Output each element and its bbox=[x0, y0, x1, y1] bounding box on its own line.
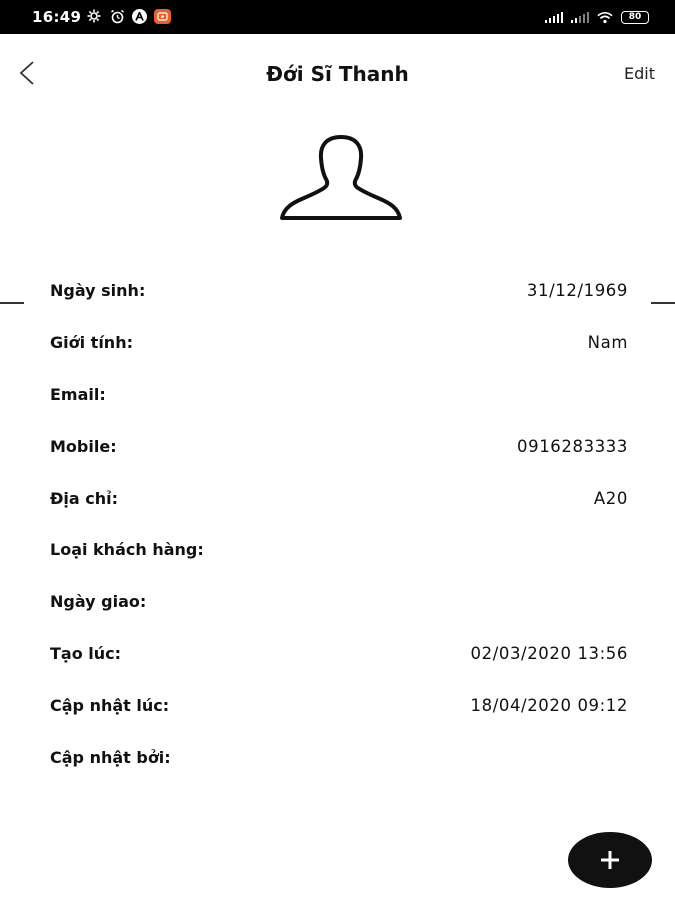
top-app-bar bbox=[0, 34, 675, 114]
field-customer-type-row bbox=[50, 524, 628, 576]
field-label: Ngày giao: bbox=[50, 592, 147, 612]
field-birthdate-row bbox=[50, 265, 628, 317]
signal-strength-icon-2 bbox=[571, 11, 589, 23]
field-delivery-date-row bbox=[50, 576, 628, 628]
customer-detail-list bbox=[50, 265, 628, 783]
field-label: Cập nhật lúc: bbox=[50, 695, 170, 715]
right-divider bbox=[651, 302, 675, 304]
plus-icon bbox=[598, 848, 622, 872]
field-updated-by-row bbox=[50, 731, 628, 783]
field-updated-at-row bbox=[50, 679, 628, 731]
field-value: Nam bbox=[587, 333, 628, 353]
status-system-icons bbox=[545, 9, 649, 25]
notification-app-icon bbox=[154, 9, 171, 24]
field-label: Ngày sinh: bbox=[50, 281, 146, 301]
field-value: 18/04/2020 09:12 bbox=[470, 695, 628, 715]
field-label: Tạo lúc: bbox=[50, 643, 122, 663]
field-value: 02/03/2020 13:56 bbox=[470, 643, 628, 663]
battery-icon: 80 bbox=[621, 11, 649, 24]
field-value: 31/12/1969 bbox=[526, 281, 628, 301]
field-mobile-row bbox=[50, 420, 628, 472]
status-notification-icons bbox=[86, 8, 171, 24]
field-value: 0916283333 bbox=[517, 436, 628, 456]
signal-strength-icon bbox=[545, 11, 563, 23]
field-created-at-row bbox=[50, 628, 628, 680]
field-email-row bbox=[50, 369, 628, 421]
field-address-row bbox=[50, 472, 628, 524]
field-label: Cập nhật bởi: bbox=[50, 747, 171, 767]
edit-button[interactable]: Edit bbox=[624, 64, 655, 83]
status-bar bbox=[0, 0, 675, 34]
field-value: A20 bbox=[593, 488, 628, 508]
field-label: Địa chỉ: bbox=[50, 488, 119, 508]
status-time: 16:49 bbox=[32, 8, 82, 26]
left-divider bbox=[0, 302, 24, 304]
page-title: Đới Sĩ Thanh bbox=[266, 62, 409, 86]
wifi-icon bbox=[597, 9, 613, 25]
settings-gear-icon bbox=[86, 8, 102, 24]
field-gender-row bbox=[50, 317, 628, 369]
alarm-clock-icon bbox=[109, 8, 125, 24]
person-silhouette-icon bbox=[280, 134, 402, 220]
field-label: Mobile: bbox=[50, 436, 117, 456]
add-button[interactable] bbox=[568, 832, 652, 888]
field-label: Loại khách hàng: bbox=[50, 540, 204, 560]
app-a-icon bbox=[132, 9, 147, 24]
field-label: Email: bbox=[50, 384, 106, 404]
field-label: Giới tính: bbox=[50, 333, 133, 353]
